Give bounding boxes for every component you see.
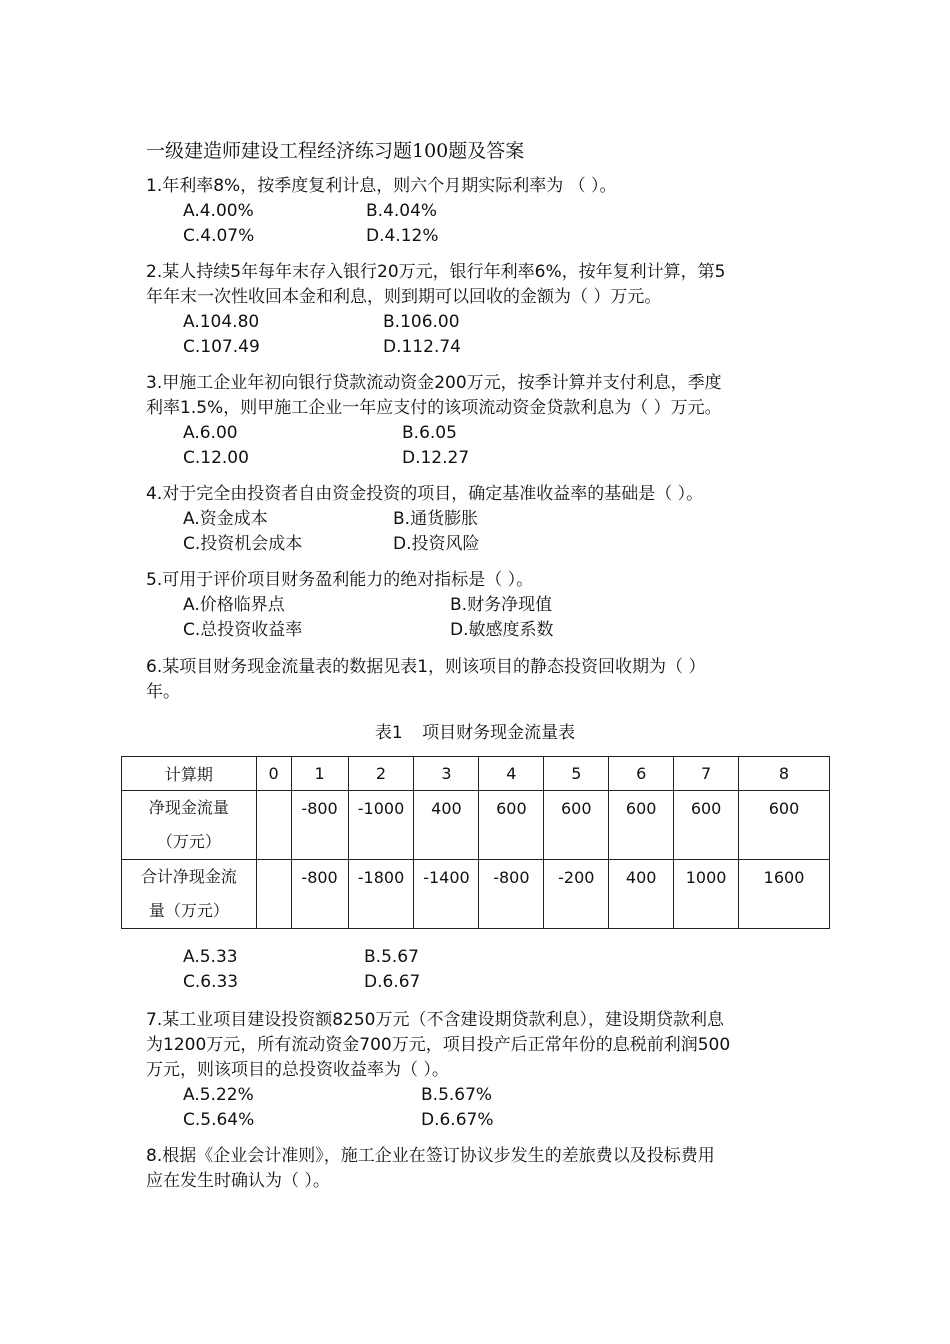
value-cell: -200 — [544, 860, 609, 929]
question-stem-line-1: 2.某人持续5年每年末存入银行20万元，银行年利率6%，按年复利计算，第5 — [146, 262, 726, 282]
period-cell: 2 — [348, 757, 414, 791]
value-cell: 400 — [414, 791, 479, 860]
question-options — [183, 945, 814, 995]
question-stem-line-2: 年。 — [146, 682, 180, 702]
row-label-line: （万元） — [156, 832, 221, 851]
option-a: A.104.80 — [183, 312, 260, 332]
period-cell: 6 — [609, 757, 674, 791]
option-b: B.财务净现值 — [450, 595, 553, 615]
period-cell: 1 — [291, 757, 348, 791]
option-a: A.资金成本 — [183, 509, 268, 529]
value-cell: 1000 — [674, 860, 739, 929]
table-row — [122, 860, 830, 929]
value-cell: 600 — [609, 791, 674, 860]
option-b: B.通货膨胀 — [393, 509, 479, 529]
option-c: C.6.33 — [183, 972, 239, 992]
question-stem-line-2: 年年末一次性收回本金和利息，则到期可以回收的金额为（ ）万元。 — [146, 287, 662, 307]
option-b: B.106.00 — [383, 312, 460, 332]
value-cell — [256, 791, 291, 860]
option-a: A.4.00% — [183, 201, 254, 221]
value-cell: -1400 — [414, 860, 479, 929]
period-cell: 7 — [674, 757, 739, 791]
question-2 — [146, 260, 814, 360]
option-d: D.4.12% — [366, 226, 439, 246]
row-label — [122, 791, 257, 860]
period-cell: 0 — [256, 757, 291, 791]
option-d: D.6.67% — [421, 1110, 494, 1130]
row-label — [122, 860, 257, 929]
row-label-line: 量（万元） — [148, 901, 229, 920]
option-d: D.投资风险 — [393, 534, 480, 554]
question-stem: 5.可用于评价项目财务盈利能力的绝对指标是（ ）。 — [146, 570, 534, 590]
option-b: B.5.67 — [364, 947, 419, 967]
question-stem: 4.对于完全由投资者自由资金投资的项目，确定基准收益率的基础是（ ）。 — [146, 484, 704, 504]
question-stem-line-2: 为1200万元，所有流动资金700万元，项目投产后正常年份的息税前利润500 — [146, 1035, 731, 1055]
period-cell: 4 — [479, 757, 544, 791]
period-cell: 8 — [739, 757, 830, 791]
value-cell: 600 — [479, 791, 544, 860]
question-3 — [146, 371, 814, 471]
value-cell: -800 — [479, 860, 544, 929]
option-b: B.6.05 — [402, 423, 457, 443]
table-row — [122, 791, 830, 860]
value-cell — [256, 860, 291, 929]
option-a: A.5.22% — [183, 1085, 254, 1105]
option-a: A.价格临界点 — [183, 595, 285, 615]
value-cell: -1800 — [348, 860, 414, 929]
option-b: B.5.67% — [421, 1085, 493, 1105]
question-stem-line-2: 利率1.5%，则甲施工企业一年应支付的该项流动资金贷款利息为（ ）万元。 — [146, 398, 722, 418]
option-c: C.107.49 — [183, 337, 260, 357]
question-options — [183, 310, 814, 360]
question-stem-line-1: 3.甲施工企业年初向银行贷款流动资金200万元，按季计算并支付利息，季度 — [146, 373, 722, 393]
table-header-row — [122, 757, 830, 791]
question-8 — [146, 1144, 814, 1194]
option-a: A.5.33 — [183, 947, 238, 967]
header-label: 计算期 — [122, 757, 257, 791]
option-c: C.5.64% — [183, 1110, 255, 1130]
option-c: C.4.07% — [183, 226, 255, 246]
question-stem-line-1: 8.根据《企业会计准则》，施工企业在签订协议步发生的差旅费以及投标费用 — [146, 1146, 715, 1166]
option-c: C.12.00 — [183, 448, 249, 468]
option-d: D.敏感度系数 — [450, 620, 554, 640]
question-7 — [146, 1008, 814, 1133]
question-options — [183, 1083, 814, 1133]
option-a: A.6.00 — [183, 423, 238, 443]
option-d: D.12.27 — [402, 448, 470, 468]
question-6-options — [146, 945, 814, 995]
question-stem-line-2: 应在发生时确认为（ ）。 — [146, 1171, 330, 1191]
table-caption: 表1 项目财务现金流量表 — [374, 723, 576, 743]
document-title: 一级建造师建设工程经济练习题100题及答案 — [146, 140, 525, 162]
row-label-line: 净现金流量 — [148, 798, 229, 817]
question-1 — [146, 174, 814, 249]
question-6 — [146, 655, 814, 705]
question-stem: 1.年利率8%，按季度复利计息，则六个月期实际利率为 （ ）。 — [146, 176, 617, 196]
option-d: D.6.67 — [364, 972, 421, 992]
row-label-line: 合计净现金流 — [140, 867, 237, 886]
cash-flow-table — [121, 756, 830, 929]
value-cell: -800 — [291, 791, 348, 860]
question-stem-line-3: 万元，则该项目的总投资收益率为（ ）。 — [146, 1060, 449, 1080]
value-cell: 1600 — [739, 860, 830, 929]
period-cell: 5 — [544, 757, 609, 791]
question-stem-line-1: 6.某项目财务现金流量表的数据见表1，则该项目的静态投资回收期为（ ） — [146, 657, 706, 677]
option-d: D.112.74 — [383, 337, 461, 357]
value-cell: 400 — [609, 860, 674, 929]
value-cell: -1000 — [348, 791, 414, 860]
question-stem-line-1: 7.某工业项目建设投资额8250万元（不含建设期贷款利息），建设期贷款利息 — [146, 1010, 724, 1030]
question-options — [183, 199, 814, 249]
question-5 — [146, 568, 814, 643]
value-cell: 600 — [544, 791, 609, 860]
question-options — [183, 593, 814, 643]
value-cell: 600 — [674, 791, 739, 860]
option-c: C.总投资收益率 — [183, 620, 303, 640]
question-options — [183, 421, 814, 471]
period-cell: 3 — [414, 757, 479, 791]
option-b: B.4.04% — [366, 201, 438, 221]
question-options — [183, 507, 814, 557]
option-c: C.投资机会成本 — [183, 534, 303, 554]
value-cell: -800 — [291, 860, 348, 929]
question-4 — [146, 482, 814, 557]
value-cell: 600 — [739, 791, 830, 860]
